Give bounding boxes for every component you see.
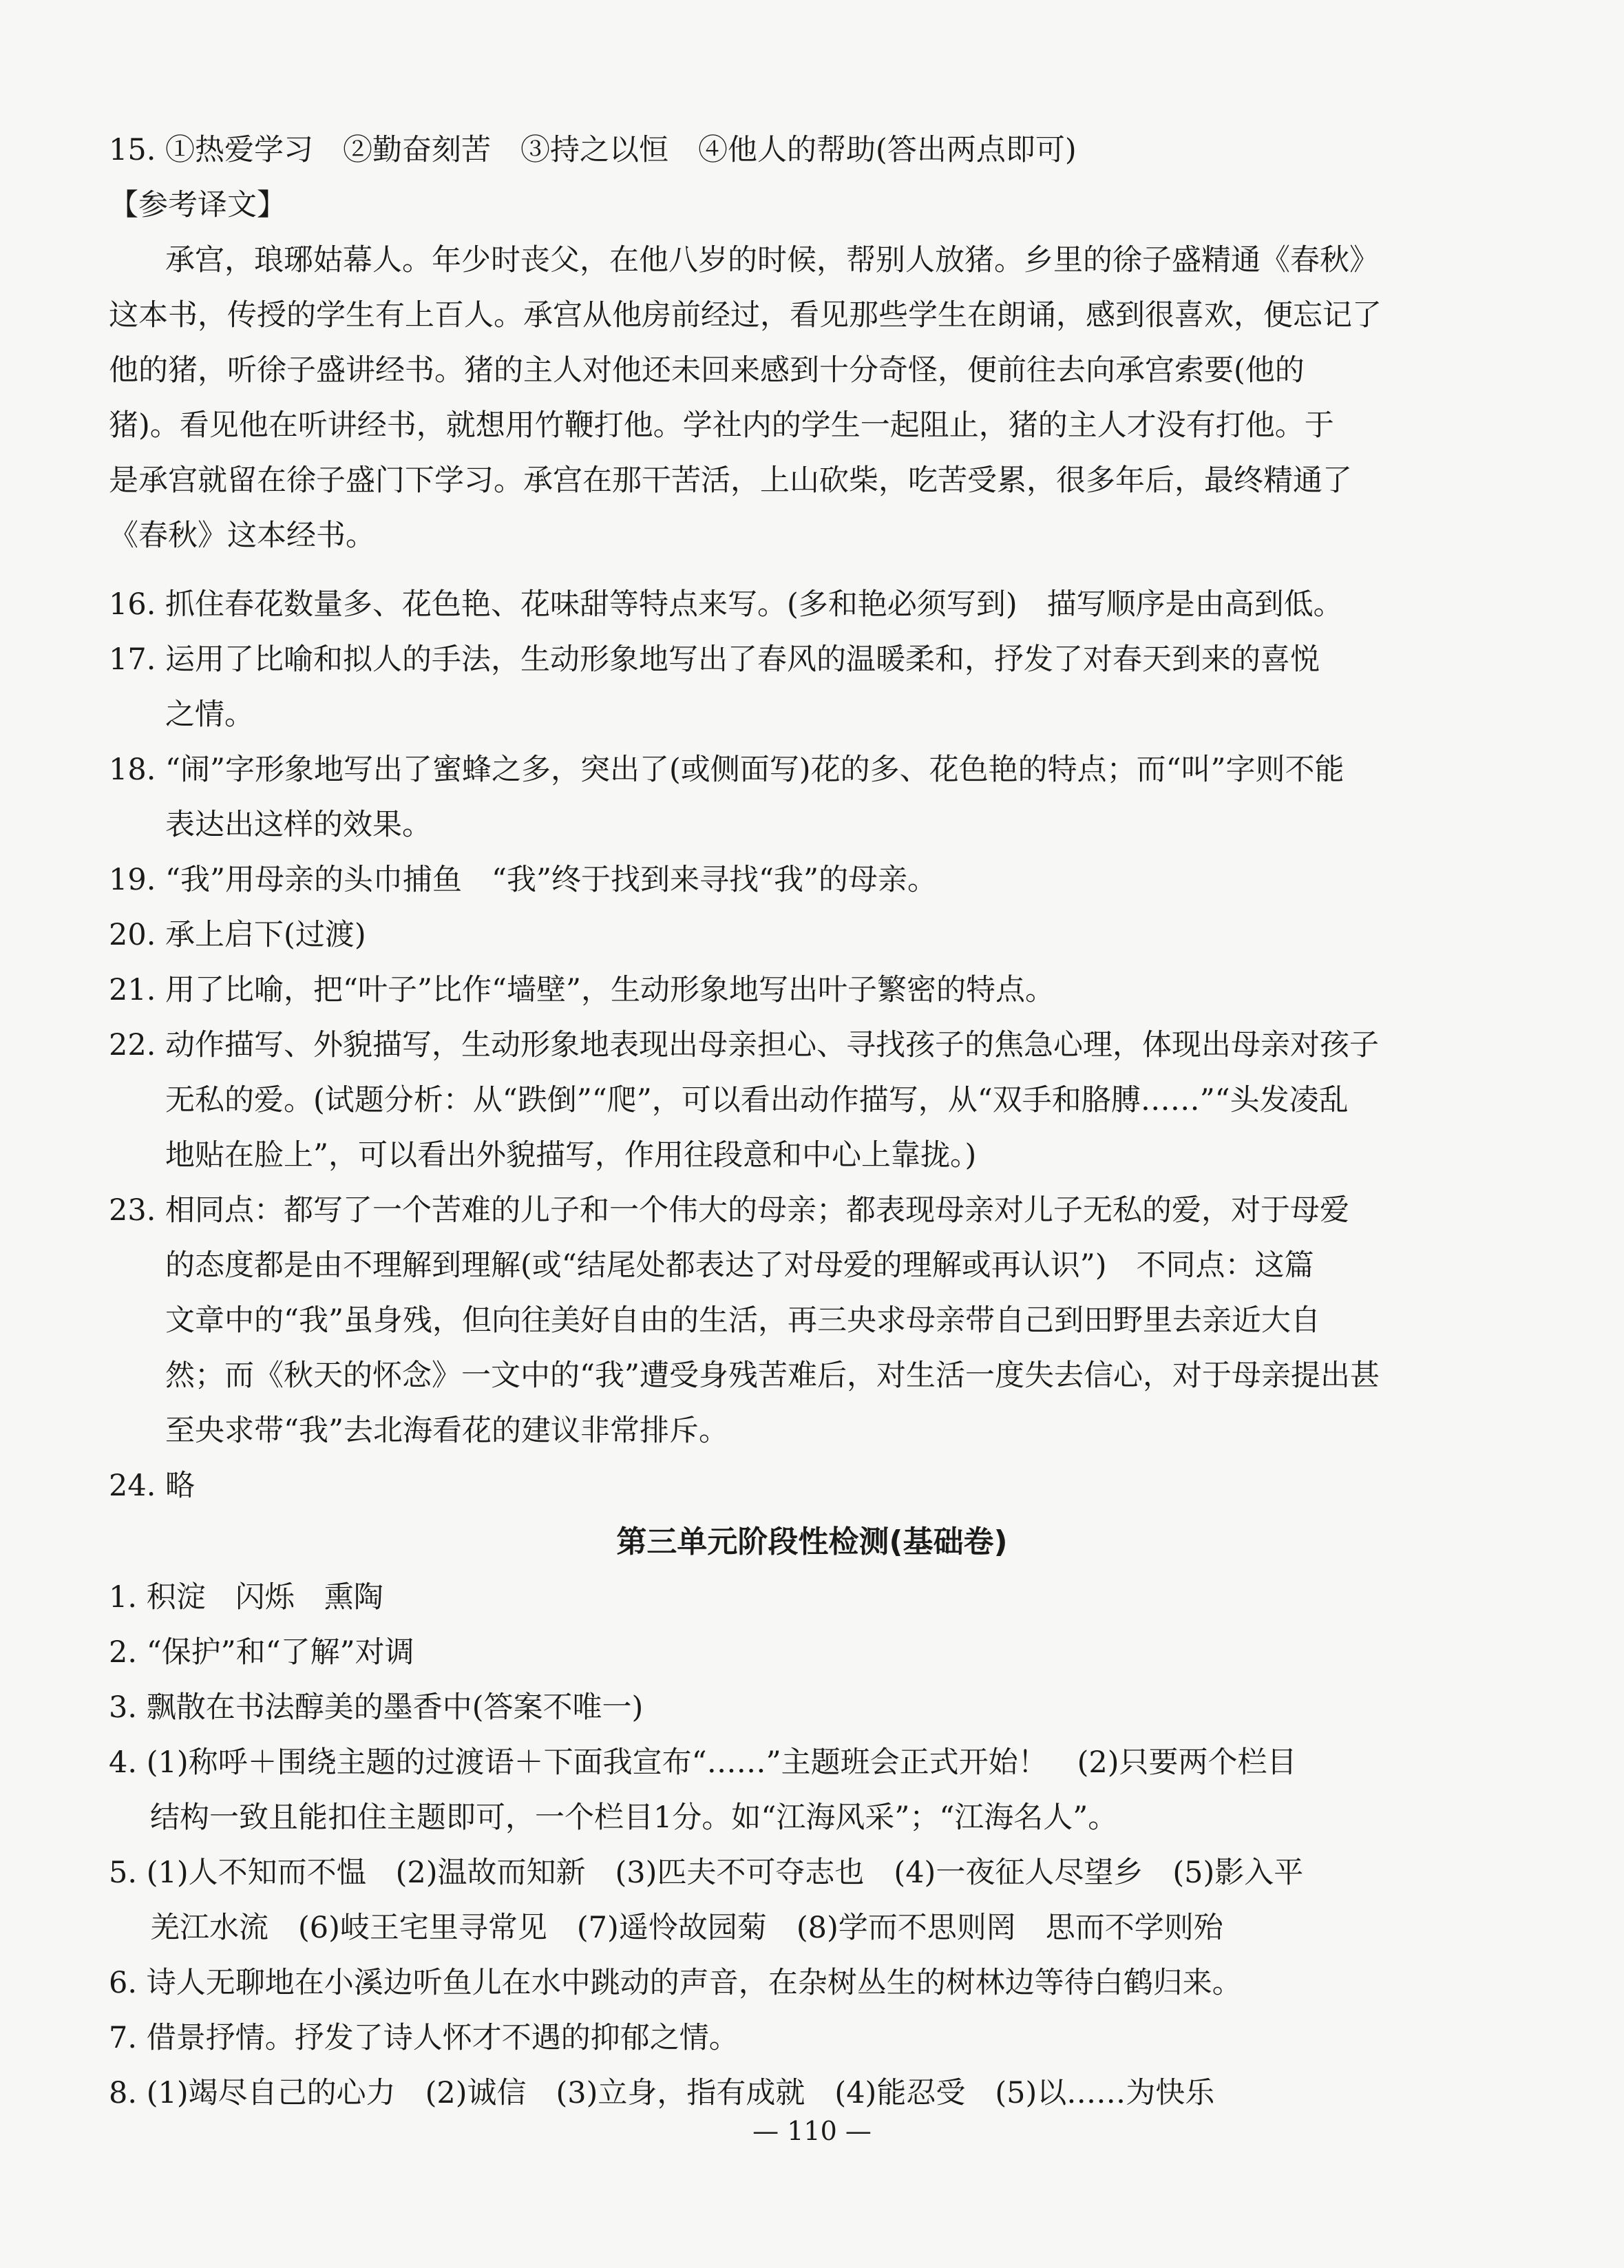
answer-b4-cont: 结构一致且能扣住主题即可，一个栏目1分。如“江海风采”；“江海名人”。 xyxy=(150,1800,1118,1835)
answer-16: 16. 抓住春花数量多、花色艳、花味甜等特点来写。(多和艳必须写到) 描写顺序是由高到低。 xyxy=(109,587,1343,622)
answer-b2: 2. “保护”和“了解”对调 xyxy=(109,1635,414,1670)
answer-b4: 4. (1)称呼＋围绕主题的过渡语＋下面我宣布“……”主题班会正式开始！ (2)只要两个栏目 xyxy=(109,1745,1297,1780)
answer-23-cont: 然；而《秋天的怀念》一文中的“我”遭受身残苦难后，对生活一度失去信心，对于母亲提出甚 xyxy=(165,1358,1380,1393)
answer-23: 23. 相同点：都写了一个苦难的儿子和一个伟大的母亲；都表现母亲对儿子无私的爱，对于母爱 xyxy=(109,1193,1350,1228)
page-number: — 110 — xyxy=(752,2116,872,2146)
answer-b8: 8. (1)竭尽自己的心力 (2)诚信 (3)立身，指有成就 (4)能忍受 (5)以……为快乐 xyxy=(109,2076,1215,2110)
answer-17-cont: 之情。 xyxy=(165,697,254,732)
section-title: 第三单元阶段性检测(基础卷) xyxy=(616,1524,1008,1560)
translation-line: 他的猪，听徐子盛讲经书。猪的主人对他还未回来感到十分奇怪，便前往去向承宫索要(他的 xyxy=(109,353,1305,388)
answer-19: 19. “我”用母亲的头巾捕鱼 “我”终于找到来寻找“我”的母亲。 xyxy=(109,863,937,897)
answer-22: 22. 动作描写、外貌描写，生动形象地表现出母亲担心、寻找孩子的焦急心理，体现出母亲对孩子 xyxy=(109,1028,1380,1062)
answer-22-cont: 地贴在脸上”，可以看出外貌描写，作用往段意和中心上靠拢。) xyxy=(165,1138,977,1173)
translation-line: 这本书，传授的学生有上百人。承宫从他房前经过，看见那些学生在朗诵，感到很喜欢，便忘记了 xyxy=(109,298,1382,333)
answer-21: 21. 用了比喻，把“叶子”比作“墙壁”，生动形象地写出叶子繁密的特点。 xyxy=(109,973,1055,1007)
translation-line: 是承宫就留在徐子盛门下学习。承宫在那干苦活，上山砍柴，吃苦受累，很多年后，最终精通了 xyxy=(109,463,1352,498)
answer-20: 20. 承上启下(过渡) xyxy=(109,918,366,952)
answer-17: 17. 运用了比喻和拟人的手法，生动形象地写出了春风的温暖柔和，抒发了对春天到来的喜悦 xyxy=(109,642,1320,677)
answer-b5: 5. (1)人不知而不愠 (2)温故而知新 (3)匹夫不可夺志也 (4)一夜征人尽望乡 (5)影入平 xyxy=(109,1856,1304,1890)
answer-18-cont: 表达出这样的效果。 xyxy=(165,808,432,842)
translation-line: 承宫，琅琊姑幕人。年少时丧父，在他八岁的时候，帮别人放猪。乡里的徐子盛精通《春秋》 xyxy=(165,243,1379,277)
answer-23-cont: 的态度都是由不理解到理解(或“结尾处都表达了对母爱的理解或再认识”) 不同点：这篇 xyxy=(165,1248,1314,1283)
answer-b6: 6. 诗人无聊地在小溪边听鱼儿在水中跳动的声音，在杂树丛生的树林边等待白鹤归来。 xyxy=(109,1966,1242,2000)
answer-18: 18. “闹”字形象地写出了蜜蜂之多，突出了(或侧面写)花的多、花色艳的特点；而“叫”字则不能 xyxy=(109,753,1344,787)
answer-23-cont: 文章中的“我”虽身残，但向往美好自由的生活，再三央求母亲带自己到田野里去亲近大自 xyxy=(165,1303,1320,1338)
answer-b3: 3. 飘散在书法醇美的墨香中(答案不唯一) xyxy=(109,1690,644,1725)
answer-24: 24. 略 xyxy=(109,1469,196,1503)
answer-b5-cont: 羌江水流 (6)岐王宅里寻常见 (7)遥怜故园菊 (8)学而不思则罔 思而不学则殆 xyxy=(150,1911,1223,1945)
translation-line: 猪)。看见他在听讲经书，就想用竹鞭打他。学社内的学生一起阻止，猪的主人才没有打他。于 xyxy=(109,408,1334,443)
answer-b1: 1. 积淀 闪烁 熏陶 xyxy=(109,1580,383,1615)
translation-line: 《春秋》这本经书。 xyxy=(109,518,375,553)
answer-b7: 7. 借景抒情。抒发了诗人怀才不遇的抑郁之情。 xyxy=(109,2021,739,2055)
reference-translation-heading: 【参考译文】 xyxy=(109,188,286,222)
answer-22-cont: 无私的爱。(试题分析：从“跌倒”“爬”，可以看出动作描写，从“双手和胳膊……”“头发凌乱 xyxy=(165,1083,1349,1117)
answer-15: 15. ①热爱学习 ②勤奋刻苦 ③持之以恒 ④他人的帮助(答出两点即可) xyxy=(109,133,1077,167)
answer-23-cont: 至央求带“我”去北海看花的建议非常排斥。 xyxy=(165,1414,728,1448)
